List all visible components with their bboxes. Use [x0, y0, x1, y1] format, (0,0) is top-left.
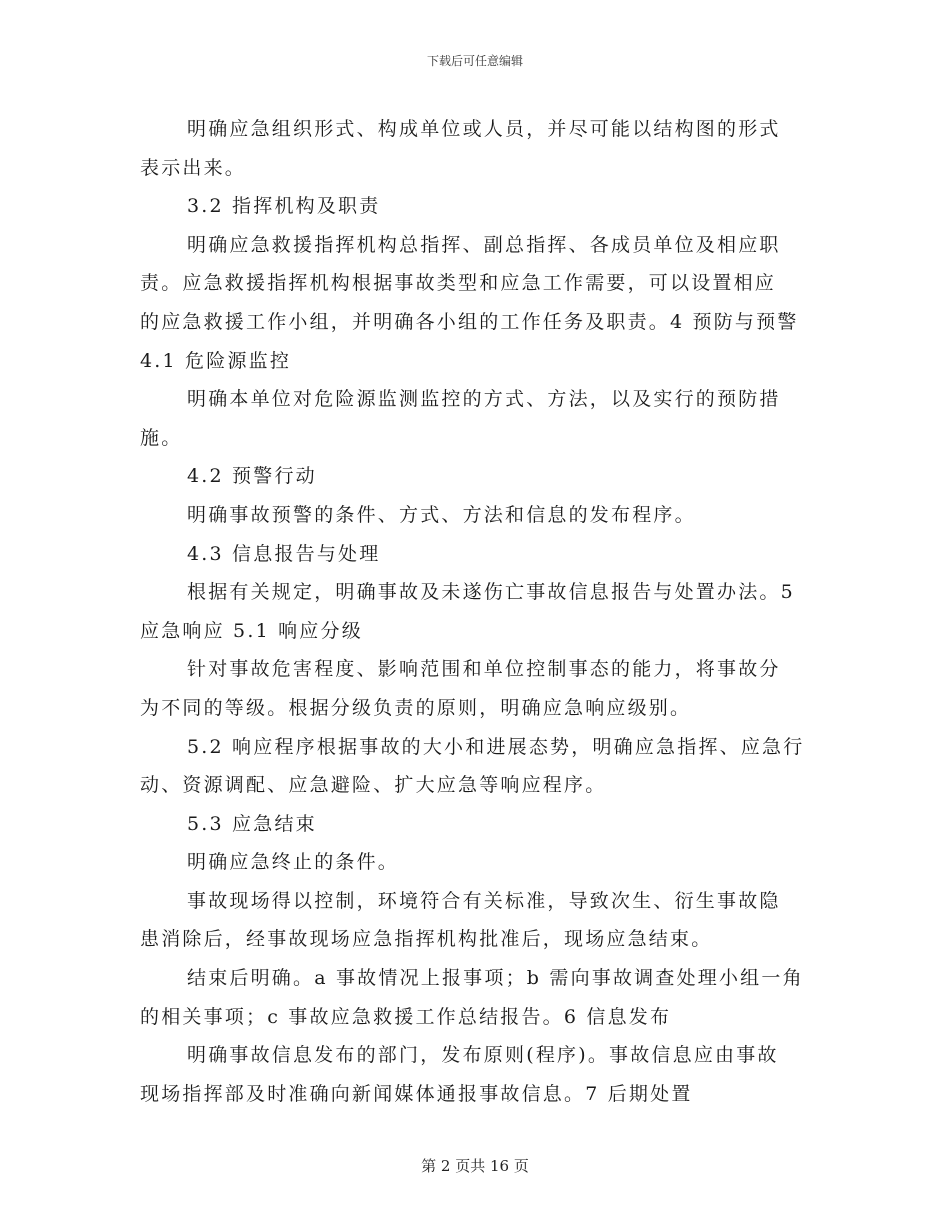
- page-header: 下载后可任意编辑: [426, 54, 523, 68]
- paragraph-line: 施。: [140, 426, 183, 449]
- paragraph-line: 针对事故危害程度、影响范围和单位控制事态的能力，将事故分: [187, 658, 781, 681]
- section-heading: 4.3 信息报告与处理: [187, 542, 381, 565]
- paragraph-line: 明确事故信息发布的部门，发布原则(程序)。事故信息应由事故: [187, 1044, 779, 1067]
- paragraph-line: 事故现场得以控制，环境符合有关标准，导致次生、衍生事故隐: [187, 889, 781, 912]
- paragraph-line: 的相关事项；c 事故应急救援工作总结报告。6 信息发布: [140, 1005, 672, 1028]
- paragraph-line: 明确本单位对危险源监测监控的方式、方法，以及实行的预防措: [187, 388, 781, 411]
- paragraph-line: 应急响应 5.1 响应分级: [140, 619, 363, 642]
- paragraph-line: 为不同的等级。根据分级负责的原则，明确应急响应级别。: [140, 696, 692, 719]
- paragraph-line: 责。应急救援指挥机构根据事故类型和应急工作需要，可以设置相应: [140, 272, 777, 295]
- section-heading: 3.2 指挥机构及职责: [187, 195, 381, 218]
- paragraph-line: 明确事故预警的条件、方式、方法和信息的发布程序。: [187, 503, 696, 526]
- paragraph-line: 现场指挥部及时准确向新闻媒体通报事故信息。7 后期处置: [140, 1082, 693, 1105]
- paragraph-line: 的应急救援工作小组，并明确各小组的工作任务及职责。4 预防与预警: [140, 310, 799, 333]
- paragraph-line: 患消除后，经事故现场应急指挥机构批准后，现场应急结束。: [140, 928, 713, 951]
- document-body: [140, 110, 812, 1113]
- page-number-footer: 第 2 页共 16 页: [421, 1157, 529, 1175]
- section-heading: 4.1 危险源监控: [140, 349, 292, 372]
- paragraph-line: 根据有关规定，明确事故及未遂伤亡事故信息报告与处置办法。5: [187, 581, 795, 604]
- paragraph-line: 表示出来。: [140, 156, 247, 179]
- paragraph-line: 明确应急救援指挥机构总指挥、副总指挥、各成员单位及相应职: [187, 233, 781, 256]
- paragraph-line: 明确应急终止的条件。: [187, 851, 400, 874]
- section-heading: 5.3 应急结束: [187, 812, 317, 835]
- section-heading: 4.2 预警行动: [187, 465, 317, 488]
- paragraph-line: 动、资源调配、应急避险、扩大应急等响应程序。: [140, 774, 607, 797]
- paragraph-line: 明确应急组织形式、构成单位或人员，并尽可能以结构图的形式: [187, 118, 781, 140]
- section-heading: 5.2 响应程序根据事故的大小和进展态势，明确应急指挥、应急行: [187, 735, 805, 758]
- paragraph-line: 结束后明确。a 事故情况上报事项；b 需向事故调查处理小组一角: [187, 967, 804, 990]
